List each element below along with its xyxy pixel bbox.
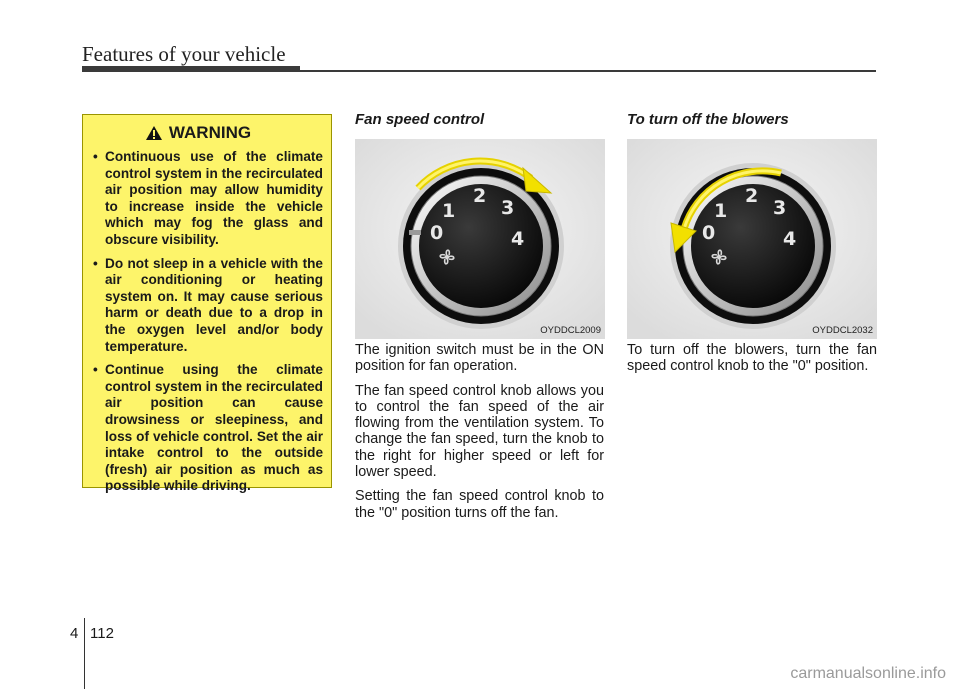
warning-triangle-icon — [145, 125, 163, 141]
warning-list — [93, 149, 323, 495]
fan-knob-figure-2 — [627, 139, 877, 339]
page-number: 112 — [90, 625, 114, 642]
knob-label-4: 4 — [511, 228, 525, 250]
knob-label-2: 2 — [745, 185, 759, 207]
watermark: carmanualsonline.info — [790, 665, 946, 682]
turn-off-body — [627, 342, 877, 383]
warning-item: • Continue using the climate control system in the recirculated air position can cause drowsiness or sleepiness, and loss of vehicle control. Set the air intake control to the outside (fresh) air position as much as possible while driving. — [93, 362, 323, 495]
chapter-number: 4 — [70, 625, 79, 642]
knob-label-4: 4 — [783, 228, 797, 250]
header-rule — [82, 66, 300, 72]
fan-speed-body — [355, 342, 604, 529]
knob-label-2: 2 — [473, 185, 487, 207]
page-divider — [84, 618, 85, 689]
figure-code: OYDDCL2009 — [540, 325, 601, 336]
fan-speed-title: Fan speed control — [355, 111, 485, 128]
knob-label-3: 3 — [773, 197, 787, 219]
paragraph: The ignition switch must be in the ON position for fan operation. — [355, 342, 604, 375]
warning-item: • Continuous use of the climate control system in the recirculated air position may allow humidity to increase inside the vehicle which may fog the glass and obscure visibility. — [93, 149, 323, 249]
knob-label-1: 1 — [442, 200, 456, 222]
knob-label-0: 0 — [702, 222, 716, 244]
warning-item: • Do not sleep in a vehicle with the air conditioning or heating system on. It may cause serious harm or death due to a drop in the oxygen level and/or body temperature. — [93, 256, 323, 356]
knob-label-0: 0 — [430, 222, 444, 244]
paragraph: To turn off the blowers, turn the fan speed control knob to the "0" position. — [627, 342, 877, 375]
warning-heading — [73, 123, 323, 143]
warning-heading-text: WARNING — [168, 123, 252, 142]
knob-label-3: 3 — [501, 197, 515, 219]
knob-label-1: 1 — [714, 200, 728, 222]
figure-code: OYDDCL2032 — [812, 325, 873, 336]
header-rule-thin — [300, 70, 876, 72]
warning-box — [82, 114, 332, 494]
paragraph: Setting the fan speed control knob to the "0" position turns off the fan. — [355, 488, 604, 521]
header-title: Features of your vehicle — [82, 42, 286, 66]
fan-knob-figure-1 — [355, 139, 605, 339]
turn-off-title: To turn off the blowers — [627, 111, 789, 128]
paragraph: The fan speed control knob allows you to control the fan speed of the air flowing from the ventilation system. To change the fan speed, turn the knob to the right for higher speed or left for lower speed. — [355, 382, 604, 481]
